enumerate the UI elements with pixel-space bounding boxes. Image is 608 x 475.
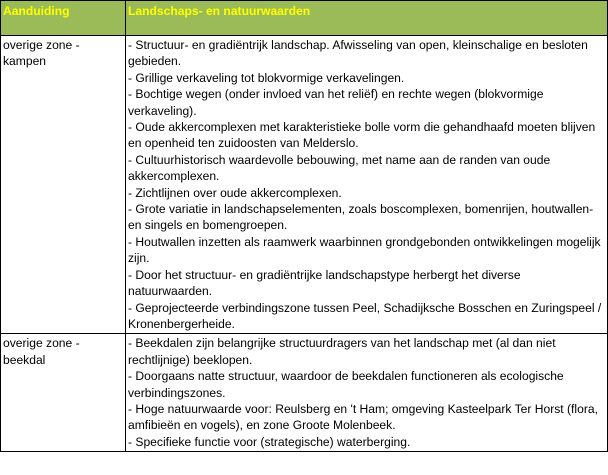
zone-cell-kampen: overige zone - kampen xyxy=(1,36,126,334)
list-item: - Structuur- en gradiëntrijk landschap. Afwisseling van open, kleinschalige en besloten gebieden. xyxy=(128,38,588,69)
list-item: - Geprojecteerde verbindingszone tussen Peel, Schadijksche Bosschen en Zuringspeel / Kronenbergerheide. xyxy=(128,300,602,331)
list-item: - Specifieke functie voor (strategische) waterberging. xyxy=(128,434,411,449)
zone-cell-beekdal: overige zone - beekdal xyxy=(1,334,126,452)
list-item: - Oude akkercomplexen met karakteristieke bolle vorm die gehandhaafd moeten blijven en openheid ten zuidoosten van Melderslo. xyxy=(128,120,596,151)
list-item: - Bochtige wegen (onder invloed van het reliëf) en rechte wegen (blokvormige verkaveling). xyxy=(128,87,544,118)
list-item: - Beekdalen zijn belangrijke structuurdragers van het landschap met (al dan niet rechtlijnige) beeklopen. xyxy=(128,336,556,367)
values-cell-kampen xyxy=(126,36,608,334)
list-item: - Hoge natuurwaarde voor: Reulsberg en 't Ham; omgeving Kasteelpark Ter Horst (flora, amfibieën en vogels), en zone Groote Molenbeek. xyxy=(128,401,598,433)
table-row-kampen xyxy=(1,36,608,334)
values-cell-beekdal xyxy=(126,334,608,452)
list-item: - Grote variatie in landschapselementen, zoals boscomplexen, bomenrijen, houtwallen- en singels en bomengroepen. xyxy=(128,202,594,233)
table-row-beekdal xyxy=(1,334,608,452)
header-aanduiding: Aanduiding xyxy=(1,1,126,36)
list-item: - Zichtlijnen over oude akkercomplexen. xyxy=(128,185,342,200)
header-landschaps-natuurwaarden: Landschaps- en natuurwaarden xyxy=(126,1,608,36)
list-item: - Grillige verkaveling tot blokvormige verkavelingen. xyxy=(128,70,405,85)
list-item: - Cultuurhistorisch waardevolle bebouwing, met name aan de randen van oude akkercomplexen. xyxy=(128,152,551,184)
list-item: - Doorgaans natte structuur, waardoor de beekdalen functioneren als ecologische verbindingszones. xyxy=(128,369,564,400)
table-header-row xyxy=(1,1,608,36)
list-item: - Door het structuur- en gradiëntrijke landschapstype herbergt het diverse natuurwaarden. xyxy=(128,267,521,299)
list-item: - Houtwallen inzetten als raamwerk waarbinnen grondgebonden ontwikkelingen mogelijk zijn. xyxy=(128,234,601,266)
